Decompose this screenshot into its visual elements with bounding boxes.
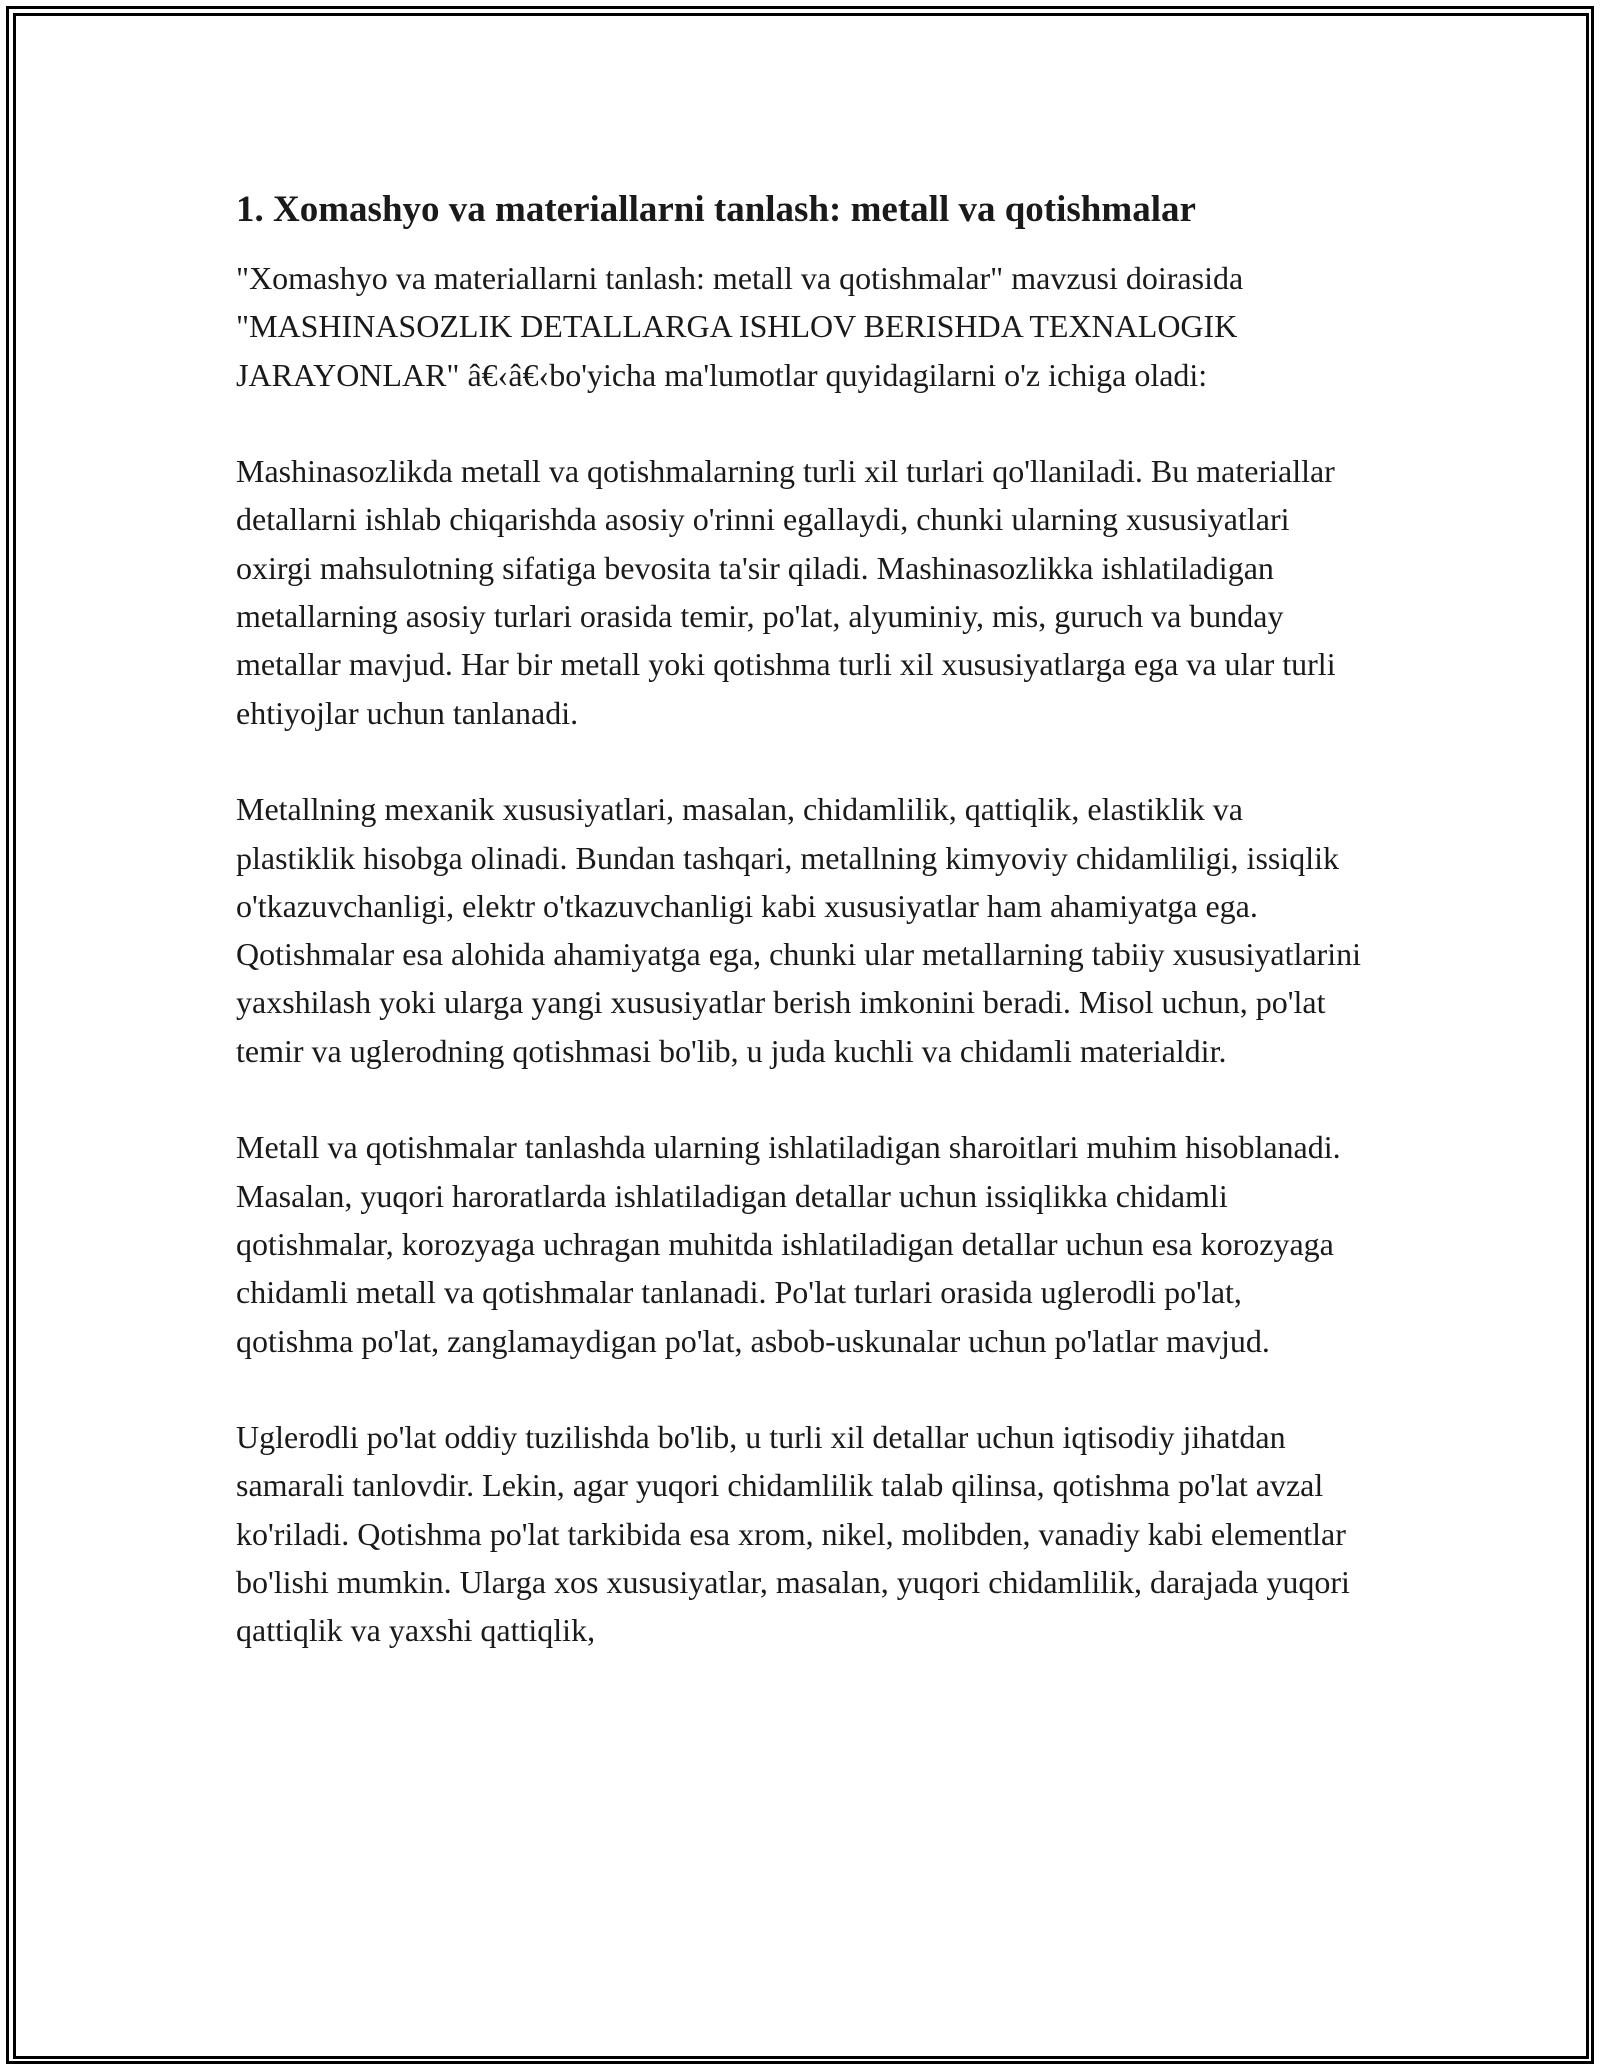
section-heading: 1. Xomashyo va materiallarni tanlash: metall va qotishmalar: [236, 189, 1196, 230]
paragraph-carbon-steel: Uglerodli po'lat oddiy tuzilishda bo'lib, u turli xil detallar uchun iqtisodiy jihatdan samarali tanlovdir. Lekin, agar yuqori chidamlilik talab qilinsa, qotishma po'lat avzal ko'riladi. Qotishma po'lat tarkibida esa xrom, nikel, molibden, vanadiy kabi elementlar bo'lishi mumkin. Ularga xos xususiyatlar, masalan, yuqori chidamlilik, darajada yuqori qattiqlik va yaxshi qattiqlik,: [236, 1419, 1350, 1649]
paragraph-usage-conditions: Metall va qotishmalar tanlashda ularning ishlatiladigan sharoitlari muhim hisoblanadi. Masalan, yuqori haroratlarda ishlatiladigan detallar uchun issiqlikka chidamli qotishmalar, korozyaga uchragan muhitda ishlatiladigan detallar uchun esa korozyaga chidamli metall va qotishmalar tanlanadi. Po'lat turlari orasida uglerodli po'lat, qotishma po'lat, zanglamaydigan po'lat, asbob-uskunalar uchun po'latlar mavjud.: [236, 1129, 1341, 1359]
paragraph-mechanical-properties: Metallning mexanik xususiyatlari, masalan, chidamlilik, qattiqlik, elastiklik va plastiklik hisobga olinadi. Bundan tashqari, metallning kimyoviy chidamliligi, issiqlik o'tkazuvchanligi, elektr o'tkazuvchanligi kabi xususiyatlar ham ahamiyatga ega. Qotishmalar esa alohida ahamiyatga ega, chunki ular metallarning tabiiy xususiyatlarini yaxshilash yoki ularga yangi xususiyatlar berish imkonini beradi. Misol uchun, po'lat temir va uglerodning qotishmasi bo'lib, u juda kuchli va chidamli materialdir.: [236, 791, 1361, 1069]
paragraph-intro: "Xomashyo va materiallarni tanlash: metall va qotishmalar" mavzusi doirasida "MASHINASOZLIK DETALLARGA ISHLOV BERISHDA TEXNALOGIK JARAYONLAR" â€‹â€‹bo'yicha ma'lumotlar quyidagilarni o'z ichiga oladi:: [236, 260, 1244, 393]
paragraph-metal-types: Mashinasozlikda metall va qotishmalarning turli xil turlari qo'llaniladi. Bu materiallar detallarni ishlab chiqarishda asosiy o'rinni egallaydi, chunki ularning xususiyatlari oxirgi mahsulotning sifatiga bevosita ta'sir qiladi. Mashinasozlikka ishlatiladigan metallarning asosiy turlari orasida temir, po'lat, alyuminiy, mis, guruch va bunday metallar mavjud. Har bir metall yoki qotishma turli xil xususiyatlarga ega va ular turli ehtiyojlar uchun tanlanadi.: [236, 453, 1336, 731]
document-body: [236, 186, 1366, 1703]
